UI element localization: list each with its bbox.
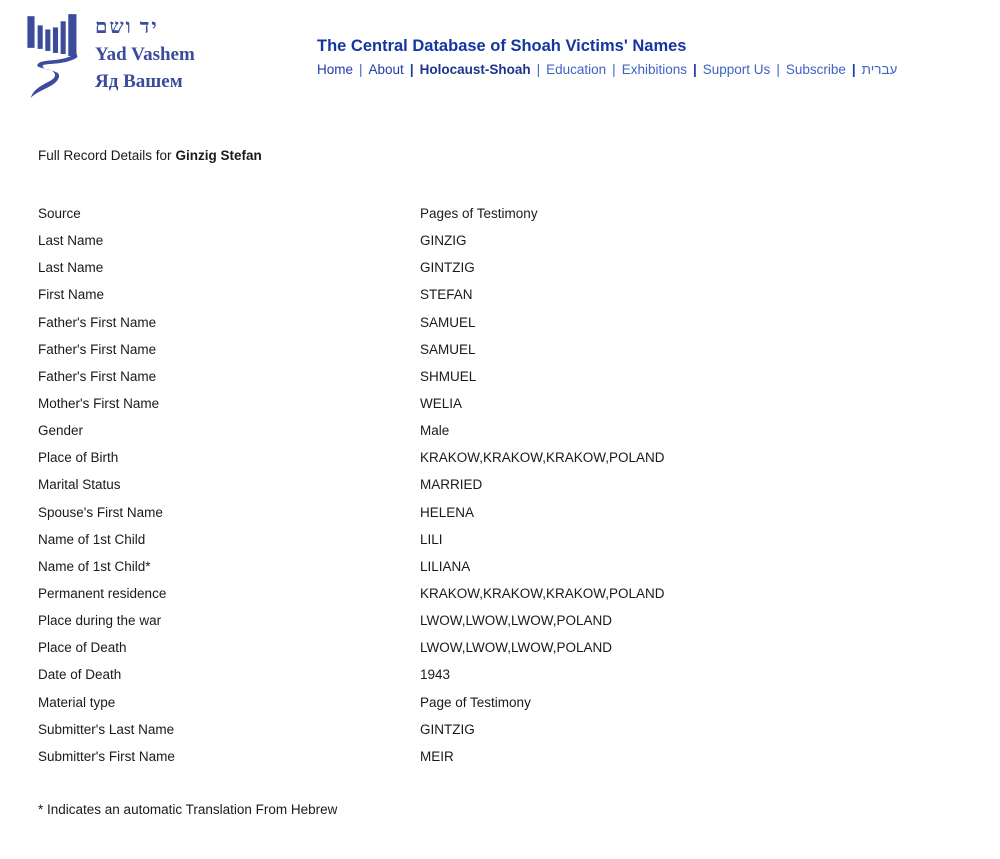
nav-separator: | bbox=[776, 62, 780, 77]
header-right bbox=[317, 37, 897, 77]
logo-cyrillic-text: Яд Вашем bbox=[95, 71, 183, 92]
record-field-label: Father's First Name bbox=[38, 341, 157, 357]
record-field-value: LILI bbox=[420, 531, 443, 547]
record-row bbox=[38, 607, 798, 634]
record-row bbox=[38, 661, 798, 688]
record-field-label: Last Name bbox=[38, 233, 104, 249]
menorah-swoosh-icon bbox=[25, 8, 87, 100]
record-field-value: GINZIG bbox=[420, 233, 467, 249]
record-row bbox=[38, 390, 798, 417]
record-field-value: WELIA bbox=[420, 396, 463, 412]
record-field-label: Name of 1st Child* bbox=[38, 558, 151, 574]
nav bbox=[317, 62, 897, 77]
record-row bbox=[38, 254, 798, 281]
record-field-value: SHMUEL bbox=[420, 368, 477, 384]
record-row bbox=[38, 634, 798, 661]
logo-hebrew-text: יד ושם bbox=[95, 16, 159, 38]
nav-separator: | bbox=[851, 62, 856, 77]
nav-link-about[interactable]: About bbox=[368, 62, 404, 77]
record-row bbox=[38, 471, 798, 498]
record-field-label: Father's First Name bbox=[38, 314, 157, 330]
record-row bbox=[38, 200, 798, 227]
record-row bbox=[38, 526, 798, 553]
record-field-value: SAMUEL bbox=[420, 341, 476, 357]
translation-footnote: * Indicates an automatic Translation From Hebrew bbox=[38, 802, 338, 817]
record-row bbox=[38, 689, 798, 716]
record-field-label: Place of Death bbox=[38, 640, 127, 656]
record-row bbox=[38, 553, 798, 580]
record-field-label: Source bbox=[38, 206, 81, 222]
record-person-name: Ginzig Stefan bbox=[175, 148, 262, 163]
record-field-value: GINTZIG bbox=[420, 721, 475, 737]
record-field-value: MEIR bbox=[420, 748, 454, 764]
record-row bbox=[38, 417, 798, 444]
nav-link-education[interactable]: Education bbox=[546, 62, 607, 77]
nav-separator: | bbox=[612, 62, 616, 77]
record-field-value: LWOW,LWOW,LWOW,POLAND bbox=[420, 613, 613, 629]
record-field-value: Male bbox=[420, 423, 450, 439]
record-row bbox=[38, 281, 798, 308]
record-field-label: Name of 1st Child bbox=[38, 531, 146, 547]
record-field-label: Mother's First Name bbox=[38, 396, 160, 412]
record-field-value: LILIANA bbox=[420, 558, 471, 574]
record-field-label: Material type bbox=[38, 694, 116, 710]
record-row bbox=[38, 716, 798, 743]
record-table bbox=[38, 200, 798, 770]
record-field-label: Place of Birth bbox=[38, 450, 119, 466]
record-field-label: Submitter's Last Name bbox=[38, 721, 175, 737]
record-field-value: Pages of Testimony bbox=[420, 206, 538, 222]
record-row bbox=[38, 309, 798, 336]
record-row bbox=[38, 444, 798, 471]
record-field-label: Gender bbox=[38, 423, 84, 439]
nav-link-support-us[interactable]: Support Us bbox=[702, 62, 771, 77]
record-field-label: Marital Status bbox=[38, 477, 121, 493]
record-field-value: KRAKOW,KRAKOW,KRAKOW,POLAND bbox=[420, 586, 665, 602]
nav-link-exhibitions[interactable]: Exhibitions bbox=[621, 62, 687, 77]
record-field-label: Last Name bbox=[38, 260, 104, 276]
record-row bbox=[38, 743, 798, 770]
logo-wordmark bbox=[95, 14, 195, 100]
site-title: The Central Database of Shoah Victims' Names bbox=[317, 37, 687, 55]
record-field-value: KRAKOW,KRAKOW,KRAKOW,POLAND bbox=[420, 450, 665, 466]
record-field-label: Date of Death bbox=[38, 667, 122, 683]
record-field-value: HELENA bbox=[420, 504, 475, 520]
record-field-value: GINTZIG bbox=[420, 260, 475, 276]
record-field-label: Spouse's First Name bbox=[38, 504, 163, 520]
record-field-label: Permanent residence bbox=[38, 586, 167, 602]
nav-separator: | bbox=[536, 62, 541, 77]
nav-link-home[interactable]: Home bbox=[317, 62, 354, 77]
nav-link-holocaust-shoah[interactable]: Holocaust-Shoah bbox=[419, 62, 531, 77]
nav-link-hebrew[interactable]: עברית bbox=[861, 62, 898, 77]
record-row bbox=[38, 580, 798, 607]
logo-latin-text: Yad Vashem bbox=[95, 44, 195, 65]
record-row bbox=[38, 227, 798, 254]
record-row bbox=[38, 363, 798, 390]
nav-separator: | bbox=[692, 62, 697, 77]
record-title bbox=[38, 148, 262, 163]
yad-vashem-logo[interactable] bbox=[25, 8, 195, 100]
nav-separator: | bbox=[409, 62, 414, 77]
record-row bbox=[38, 499, 798, 526]
record-field-value: MARRIED bbox=[420, 477, 483, 493]
record-field-value: Page of Testimony bbox=[420, 694, 531, 710]
nav-separator: | bbox=[359, 62, 363, 77]
record-field-value: LWOW,LWOW,LWOW,POLAND bbox=[420, 640, 613, 656]
record-field-value: 1943 bbox=[420, 667, 451, 683]
record-field-label: First Name bbox=[38, 287, 105, 303]
nav-link-subscribe[interactable]: Subscribe bbox=[785, 62, 846, 77]
record-field-value: STEFAN bbox=[420, 287, 473, 303]
record-field-label: Submitter's First Name bbox=[38, 748, 175, 764]
record-field-label: Father's First Name bbox=[38, 368, 157, 384]
record-title-prefix: Full Record Details for bbox=[38, 148, 172, 163]
record-field-label: Place during the war bbox=[38, 613, 162, 629]
record-row bbox=[38, 336, 798, 363]
record-field-value: SAMUEL bbox=[420, 314, 476, 330]
page-header bbox=[0, 0, 1000, 110]
